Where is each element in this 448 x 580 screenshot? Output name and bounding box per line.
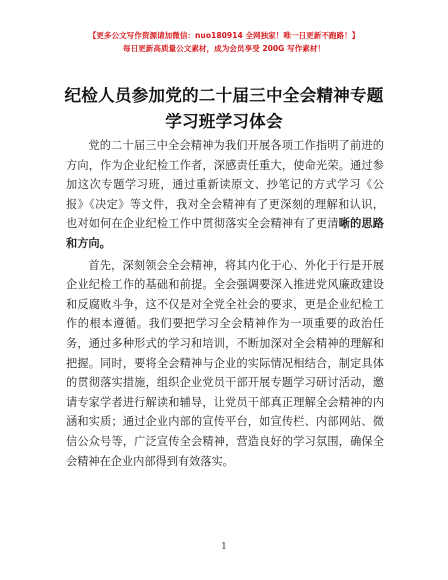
page-number: 1 xyxy=(221,542,227,552)
paragraph-text: 首先，深刻领会全会精神，将其内化于心、外化于行是开展企业纪检工作的基础和前提。全会强调要深入推进党风廉政建设和反腐败斗争，这不仅是对全党全社会的要求，更是企业纪检工作的根本遵循。我们要把学习全会精神作为一项重要的政治任务，通过多种形式的学习和培训，不断加深对全会精神的理解和把握。同时，要将全会精神与企业的实际情况相结合，制定具体的贯彻落实措施，组织企业党员干部开展专题学习研讨活动，邀请专家学者进行解读和辅导，让党员干部真正理解全会精神的内涵和实质；通过企业内部的宣传平台，如宣传栏、内部网站、微信公众号等，广泛宣传全会精神，营造良好的学习氛围，确保全会精神在企业内部得到有效落实。 xyxy=(66,258,384,468)
document-body xyxy=(66,136,384,473)
promo-banner xyxy=(0,29,448,55)
paragraph xyxy=(66,136,384,254)
paragraph-text: 党的二十届三中全会精神为我们开展各项工作指明了前进的方向，作为企业纪检工作者，深感责任重大，使命光荣。通过参加这次专题学习班，通过重新读原文、抄笔记的方式学习《公报》《决定》等文件，我对全会精神有了更深刻的理解和认识，也对如何在企业纪检工作中贯彻落实全会精神有了更清 xyxy=(66,139,384,231)
promo-banner-line-2: 每日更新高质量公文素材，成为会员享受 200G 写作素材！ xyxy=(122,44,326,53)
document-title: 纪检人员参加党的二十届三中全会精神专题学习班学习体会 xyxy=(64,85,384,131)
promo-banner-line-1: 【更多公文写作资源请加微信：nuo180914 全网独家！唯一日更新不跑路！】 xyxy=(88,31,360,40)
paragraph-bold-text: 晰的思路和方向。 xyxy=(66,216,384,250)
paragraph xyxy=(66,256,384,472)
